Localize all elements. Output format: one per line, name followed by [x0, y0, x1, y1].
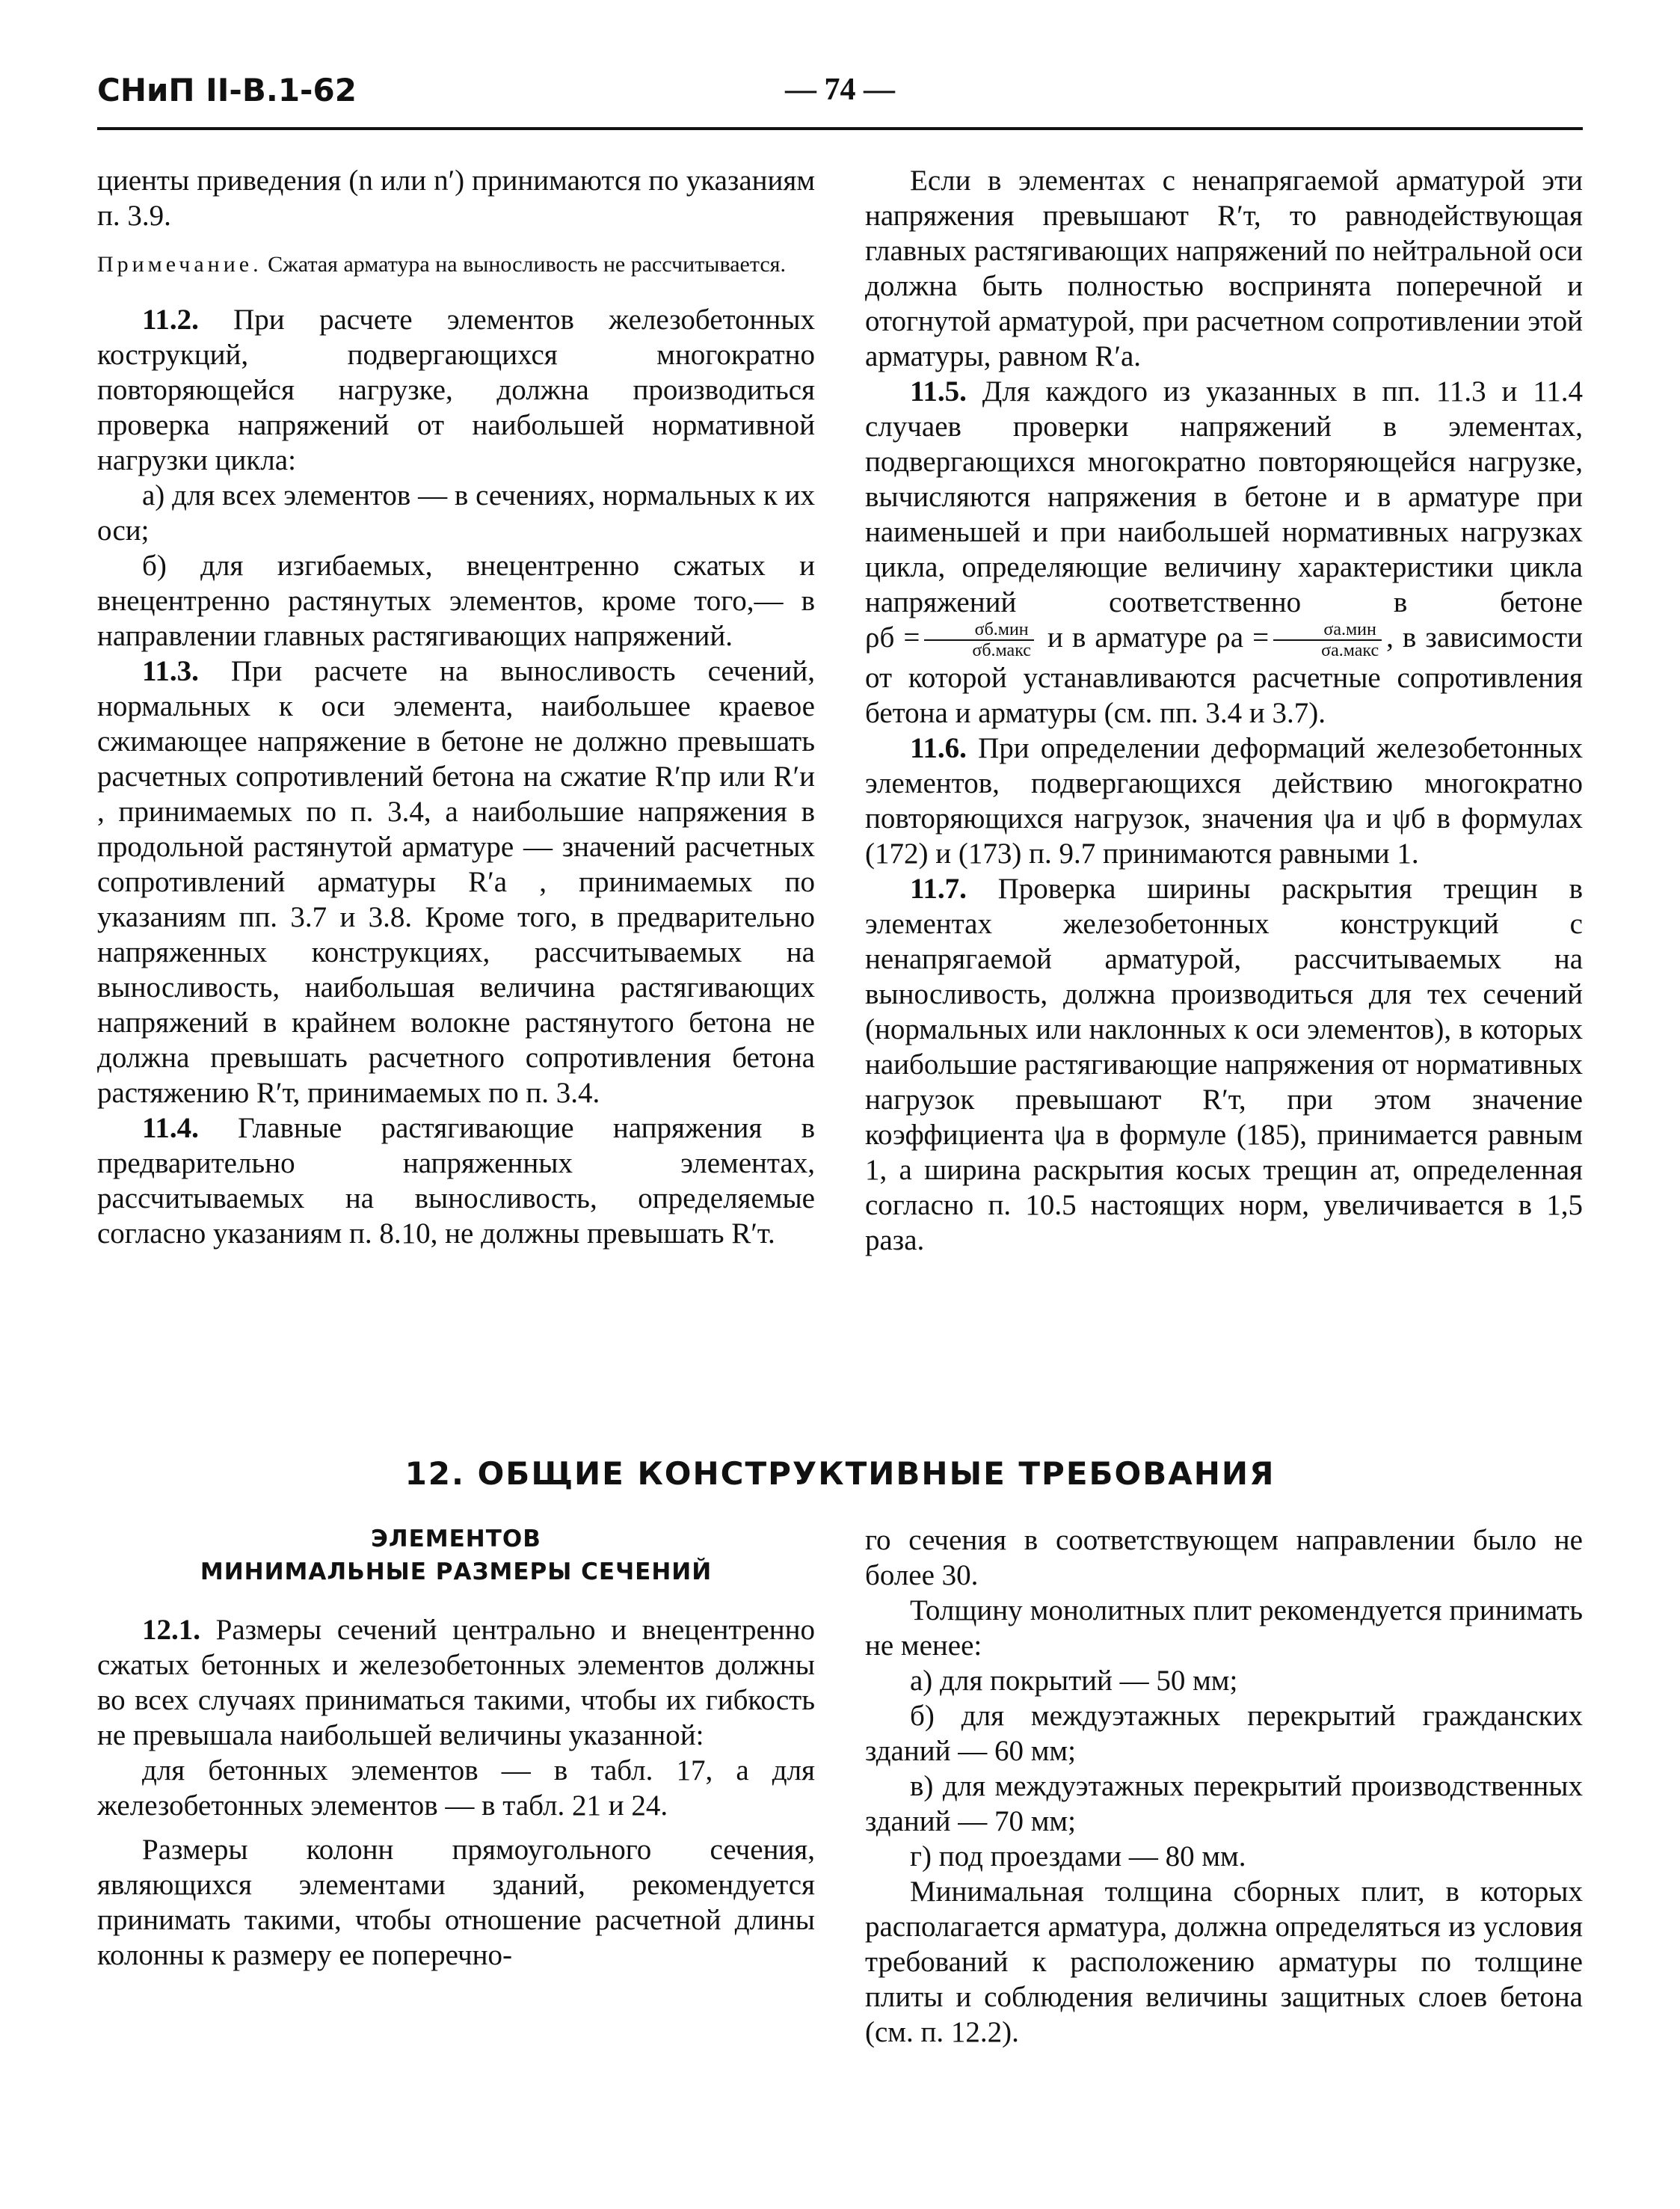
left-column-top: [97, 163, 815, 1251]
clause-number: 11.7.: [910, 873, 967, 906]
paragraph-11-7: [865, 871, 1583, 1258]
clause-number: 11.3.: [142, 655, 199, 687]
formula-mid-text: и в арматуре: [1047, 621, 1207, 654]
note-label: Примечание.: [97, 252, 262, 277]
paragraph-11-2: [97, 302, 815, 478]
list-item-c: в) для междуэтажных перекрытий производственных зданий — 70 мм;: [865, 1770, 1583, 1837]
list-item-d: г) под проездами — 80 мм.: [910, 1840, 1246, 1872]
clause-text: Для каждого из указанных в пп. 11.3 и 11.4 случаев проверки напряжений в элементах, подвергающихся многократно повторяющейся нагрузке, вычисляются напряжения в бетоне и в арматуре при наименьшей и при наибольшей нормативных нагрузках цикла, определяющие величину характеристики цикла напряжений соответственно в бетоне: [865, 375, 1583, 618]
list-item-a: а) для всех элементов — в сечениях, нормальных к их оси;: [97, 479, 815, 547]
left-column-bottom: [97, 1523, 815, 1973]
clause-number: 11.5.: [910, 375, 967, 408]
page-number: — 74 —: [785, 73, 895, 107]
section-title: 12. ОБЩИЕ КОНСТРУКТИВНЫЕ ТРЕБОВАНИЯ: [404, 1455, 1276, 1492]
note-text: Сжатая арматура на выносливость не рассчитывается.: [268, 252, 786, 277]
subsection-title-line1: ЭЛЕМЕНТОВ: [371, 1526, 541, 1552]
paragraph-continuation: го сечения в соответствующем направлении было не более 30.: [865, 1524, 1583, 1591]
numerator: σб.мин: [924, 620, 1034, 641]
paragraph-precast-slabs: Минимальная толщина сборных плит, в которых располагается арматура, должна определяться из условия требований к расположению арматуры по толщине плиты и соблюдения величины защитных слоев бетона (см. п. 12.2).: [865, 1875, 1583, 2048]
formula-rho: [865, 620, 1386, 661]
rho-b-symbol: ρб =: [865, 621, 920, 654]
right-column-bottom: [865, 1523, 1583, 2050]
list-item-b: б) для изгибаемых, внецентренно сжатых и внецентренно растянутых элементов, кроме того,— в направлении главных растягивающих напряжений.: [97, 550, 815, 652]
clause-text: Проверка ширины раскрытия трещин в элементах железобетонных конструкций с ненапрягаемой арматурой, рассчитываемых на выносливость, должна производиться для тех сечений (нормальных или наклонных к оси элементов), в которых наибольшие растягивающие напряжения от нормативных нагрузок превышают R′т, при этом значение коэффициента ψа в формуле (185), принимается равным 1, а ширина раскрытия косых трещин aт, определенная согласно п. 10.5 настоящих норм, увеличивается в 1,5 раза.: [865, 873, 1583, 1257]
header-rule: [97, 127, 1583, 130]
clause-number: 12.1.: [142, 1614, 200, 1646]
denominator: σб.макс: [972, 641, 1031, 661]
document-code: СНиП II-В.1-62: [97, 72, 357, 108]
list-item-b: б) для междуэтажных перекрытий гражданских зданий — 60 мм;: [865, 1700, 1583, 1767]
clause-number: 11.4.: [142, 1112, 199, 1144]
clause-text-tail: , в зависимости от которой устанавливаются расчетные сопротивления бетона и арматуры (см. пп. 3.4 и 3.7).: [865, 621, 1583, 730]
paragraph-12-1-b: Размеры колонн прямоугольного сечения, являющихся элементами зданий, рекомендуется принимать такими, чтобы отношение расчетной длины колонны к размеру ее поперечно-: [97, 1834, 815, 1971]
clause-text: Главные растягивающие напряжения в предварительно напряженных элементах, рассчитываемых на выносливость, определяемые согласно указаниям п. 8.10, не должны превышать R′т.: [97, 1112, 815, 1250]
clause-text: При определении деформаций железобетонных элементов, подвергающихся действию многократно повторяющихся нагрузок, значения ψа и ψб в формулах (172) и (173) п. 9.7 принимаются равными 1.: [865, 732, 1584, 870]
paragraph-continuation: Если в элементах с ненапрягаемой арматурой эти напряжения превышают R′т, то равнодействующая главных растягивающих напряжений по нейтральной оси должна быть полностью воспринята поперечной и отогнутой арматурой, при расчетном сопротивлении этой арматуры, равном R′а.: [865, 165, 1583, 372]
paragraph-11-5: [865, 374, 1583, 731]
clause-number: 11.2.: [142, 304, 199, 336]
clause-number: 11.6.: [910, 732, 967, 765]
subsection-title: [97, 1523, 815, 1588]
paragraph-11-3: [97, 654, 815, 1110]
paragraph-12-1: [97, 1612, 815, 1753]
rho-b-fraction: [924, 620, 1034, 660]
clause-text: При расчете на выносливость сечений, нормальных к оси элемента, наибольшее краевое сжимающее напряжение в бетоне не должно превышать расчетных сопротивлений бетона на сжатие R′пр или R′и , принимаемых по п. 3.4, а наибольшие напряжения в продольной растянутой арматуре — значений расчетных сопротивлений арматуры R′а , принимаемых по указаниям пп. 3.7 и 3.8. Кроме того, в предварительно напряженных конструкциях, рассчитываемых на выносливость, наибольшая величина растягивающих напряжений в крайнем волокне растянутого бетона не должна превышать расчетного сопротивления бетона растяжению R′т, принимаемых по п. 3.4.: [97, 655, 816, 1109]
paragraph-11-6: [865, 731, 1583, 871]
paragraph-slab-thickness: Толщину монолитных плит рекомендуется принимать не менее:: [865, 1594, 1583, 1662]
subsection-title-line2: МИНИМАЛЬНЫЕ РАЗМЕРЫ СЕЧЕНИЙ: [200, 1558, 713, 1585]
note: [97, 250, 815, 280]
paragraph-11-4: [97, 1110, 815, 1251]
paragraph-continuation: циенты приведения (n или n′) принимаются по указаниям п. 3.9.: [97, 165, 815, 232]
denominator: σа.макс: [1321, 641, 1379, 661]
clause-text: При расчете элементов железобетонных кострукций, подвергающихся многократно повторяющейся нагрузке, должна производиться проверка напряжений от наибольшей нормативной нагрузки цикла:: [97, 304, 816, 476]
numerator: σа.мин: [1273, 620, 1382, 641]
page-header: [97, 72, 1583, 124]
paragraph-12-1-a: для бетонных элементов — в табл. 17, а для железобетонных элементов — в табл. 21 и 24.: [97, 1754, 815, 1822]
clause-text: Размеры сечений центрально и внецентренно сжатых бетонных и железобетонных элементов должны во всех случаях приниматься такими, чтобы их гибкость не превышала наибольшей величины указанной:: [97, 1614, 815, 1751]
right-column-top: [865, 163, 1583, 1258]
rho-a-symbol: ρа =: [1216, 621, 1270, 654]
rho-a-fraction: [1273, 620, 1382, 660]
list-item-a: а) для покрытий — 50 мм;: [910, 1665, 1238, 1697]
